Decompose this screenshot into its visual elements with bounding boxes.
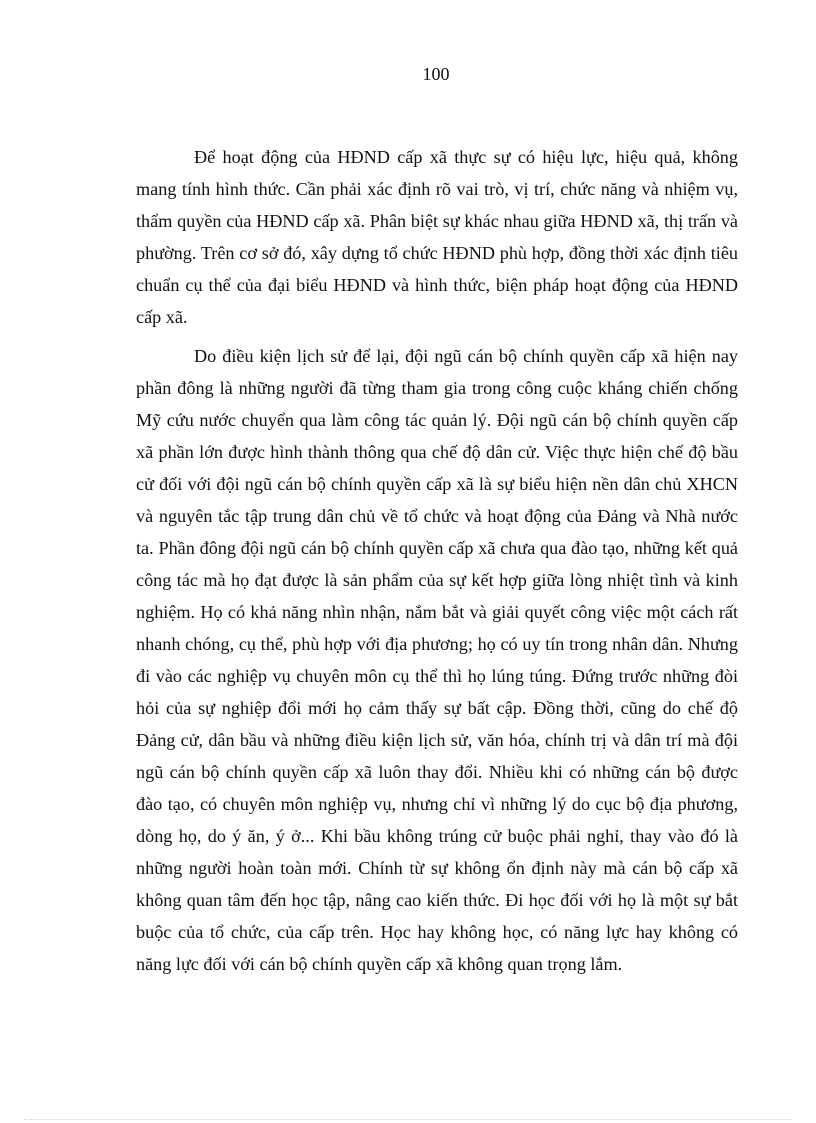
page-bottom-divider	[24, 1119, 792, 1120]
page-number: 100	[422, 64, 450, 84]
paragraph-1: Để hoạt động của HĐND cấp xã thực sự có hiệu lực, hiệu quả, không mang tính hình thức. Cần phải xác định rõ vai trò, vị trí, chức năng và nhiệm vụ, thẩm quyền của HĐND cấp xã. Phân biệt sự khác nhau giữa HĐND xã, thị trấn và phường. Trên cơ sở đó, xây dựng tổ chức HĐND phù hợp, đồng thời xác định tiêu chuẩn cụ thể của đại biểu HĐND và hình thức, biện pháp hoạt động của HĐND cấp xã.	[136, 147, 738, 327]
paragraph-2: Do điều kiện lịch sử để lại, đội ngũ cán bộ chính quyền cấp xã hiện nay phần đông là những người đã từng tham gia trong công cuộc kháng chiến chống Mỹ cứu nước chuyển qua làm công tác quản lý. Đội ngũ cán bộ chính quyền cấp xã phần lớn được hình thành thông qua chế độ dân cử. Việc thực hiện chế độ bầu cử đối với đội ngũ cán bộ chính quyền cấp xã là sự biểu hiện nền dân chủ XHCN và nguyên tắc tập trung dân chủ về tổ chức và hoạt động của Đảng và Nhà nước ta. Phần đông đội ngũ cán bộ chính quyền cấp xã chưa qua đào tạo, những kết quả công tác mà họ đạt được là sản phẩm của sự kết hợp giữa lòng nhiệt tình và kinh nghiệm. Họ có khả năng nhìn nhận, nắm bắt và giải quyết công việc một cách rất nhanh chóng, cụ thể, phù hợp với địa phương; họ có uy tín trong nhân dân. Nhưng đi vào các nghiệp vụ chuyên môn cụ thể thì họ lúng túng. Đứng trước những đòi hỏi của sự nghiệp đổi mới họ cảm thấy sự bất cập. Đồng thời, cũng do chế độ Đảng cử, dân bầu và những điều kiện lịch sử, văn hóa, chính trị và dân trí mà đội ngũ cán bộ chính quyền cấp xã luôn thay đổi. Nhiều khi có những cán bộ được đào tạo, có chuyên môn nghiệp vụ, nhưng chỉ vì những lý do cục bộ địa phương, dòng họ, do ý ăn, ý ở... Khi bầu không trúng cử buộc phải nghỉ, thay vào đó là những người hoàn toàn mới. Chính từ sự không ổn định này mà cán bộ cấp xã không quan tâm đến học tập, nâng cao kiến thức. Đi học đối với họ là một sự bắt buộc của tổ chức, của cấp trên. Học hay không học, có năng lực hay không có năng lực đối với cán bộ chính quyền cấp xã không quan trọng lắm.	[136, 346, 738, 974]
document-body	[136, 141, 738, 980]
